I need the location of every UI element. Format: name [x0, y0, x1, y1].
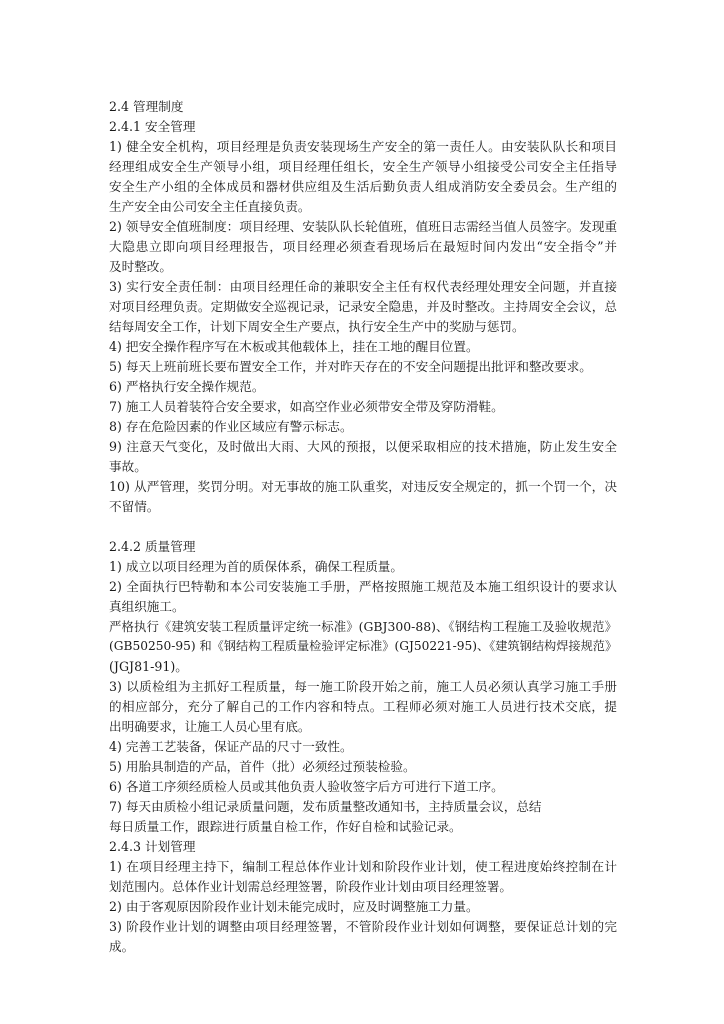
text-line: 4) 完善工艺装备，保证产品的尺寸一致性。	[109, 739, 353, 754]
text-line: 1) 在项目经理主持下，编制工程总体作业计划和阶段作业计划，使工程进度始终控制在计	[109, 859, 617, 874]
text-line: 8) 存在危险因素的作业区域应有警示标志。	[109, 419, 353, 434]
text-line: 事故。	[109, 459, 147, 474]
text-line: 安全生产小组的全体成员和器材供应组及生活后勤负责人组成消防安全委员会。生产组的	[109, 179, 617, 194]
section-heading-2-4: 2.4 管理制度	[109, 99, 184, 114]
text-line: 5) 用胎具制造的产品，首件（批）必须经过预装检验。	[109, 759, 416, 774]
text-line: 划范围内。总体作业计划需总经理签署，阶段作业计划由项目经理签署。	[109, 879, 512, 894]
text-line: 9) 注意天气变化，及时做出大雨、大风的预报，以便采取相应的技术措施，防止发生安全	[109, 439, 617, 454]
text-line: 经理组成安全生产领导小组，项目经理任组长，安全生产领导小组接受公司安全主任指导	[109, 159, 617, 174]
text-line: 不留情。	[109, 499, 160, 514]
text-line: 7) 每天由质检小组记录质量问题，发布质量整改通知书，主持质量会议，总结	[109, 799, 542, 814]
text-line: 的相应部分，充分了解自己的工作内容和特点。工程师必须对施工人员进行技术交底，提	[109, 699, 617, 714]
subsection-heading-quality: 2.4.2 质量管理	[109, 539, 196, 554]
text-line: 成。	[109, 939, 135, 954]
text-line: (GB50250-95) 和《钢结构工程质量检验评定标准》(GJ50221-95)、《建筑钢结构焊接规范》	[109, 639, 617, 653]
text-line: 每日质量工作，跟踪进行质量自检工作，作好自检和试验记录。	[109, 819, 462, 834]
text-line: 3) 以质检组为主抓好工程质量，每一施工阶段开始之前，施工人员必须认真学习施工手册	[109, 679, 617, 694]
text-line: 生产安全由公司安全主任直接负责。	[109, 199, 311, 214]
text-line: 1) 成立以项目经理为首的质保体系，确保工程质量。	[109, 559, 403, 574]
text-line: 2) 全面执行巴特勒和本公司安装施工手册，严格按照施工规范及本施工组织设计的要求认	[109, 579, 617, 594]
text-line: 10) 从严管理，奖罚分明。对无事故的施工队重奖，对违反安全规定的，抓一个罚一个，决	[109, 479, 617, 494]
text-line: 3) 阶段作业计划的调整由项目经理签署，不管阶段作业计划如何调整，要保证总计划的完	[109, 919, 617, 934]
text-line: 及时整改。	[109, 259, 172, 274]
text-line: 7) 施工人员着装符合安全要求，如高空作业必须带安全带及穿防滑鞋。	[109, 399, 504, 414]
text-line: 真组织施工。	[109, 599, 185, 614]
text-line: 2) 由于客观原因阶段作业计划未能完成时，应及时调整施工力量。	[109, 899, 479, 914]
text-line: 对项目经理负责。定期做安全巡视记录，记录安全隐患，并及时整改。主持周安全会议，总	[109, 299, 617, 314]
text-line: 严格执行《建筑安装工程质量评定统一标准》(GBJ300-88)、《钢结构工程施工及验收规范》	[109, 619, 617, 634]
text-line: 大隐患立即向项目经理报告，项目经理必须查看现场后在最短时间内发出“安全指令”并	[109, 239, 617, 254]
text-line: 2) 领导安全值班制度：项目经理、安装队队长轮值班，值班日志需经当值人员签字。发现重	[109, 219, 617, 234]
text-line: 3) 实行安全责任制：由项目经理任命的兼职安全主任有权代表经理处理安全问题，并直接	[109, 279, 617, 294]
text-line: 出明确要求，让施工人员心里有底。	[109, 719, 311, 734]
text-line: 4) 把安全操作程序写在木板或其他载体上，挂在工地的醒目位置。	[109, 339, 479, 354]
subsection-heading-planning: 2.4.3 计划管理	[109, 839, 196, 854]
text-line: 1) 健全安全机构，项目经理是负责安装现场生产安全的第一责任人。由安装队队长和项目	[109, 139, 617, 154]
subsection-heading-safety: 2.4.1 安全管理	[109, 119, 196, 134]
text-line: 6) 各道工序须经质检人员或其他负责人验收签字后方可进行下道工序。	[109, 779, 504, 794]
text-line: 结每周安全工作，计划下周安全生产要点，执行安全生产中的奖励与惩罚。	[109, 319, 525, 334]
text-line: 5) 每天上班前班长要布置安全工作，并对昨天存在的不安全问题提出批评和整改要求。	[109, 359, 592, 374]
text-line: 6) 严格执行安全操作规范。	[109, 379, 265, 394]
text-line: (JGJ81-91)。	[109, 659, 188, 674]
